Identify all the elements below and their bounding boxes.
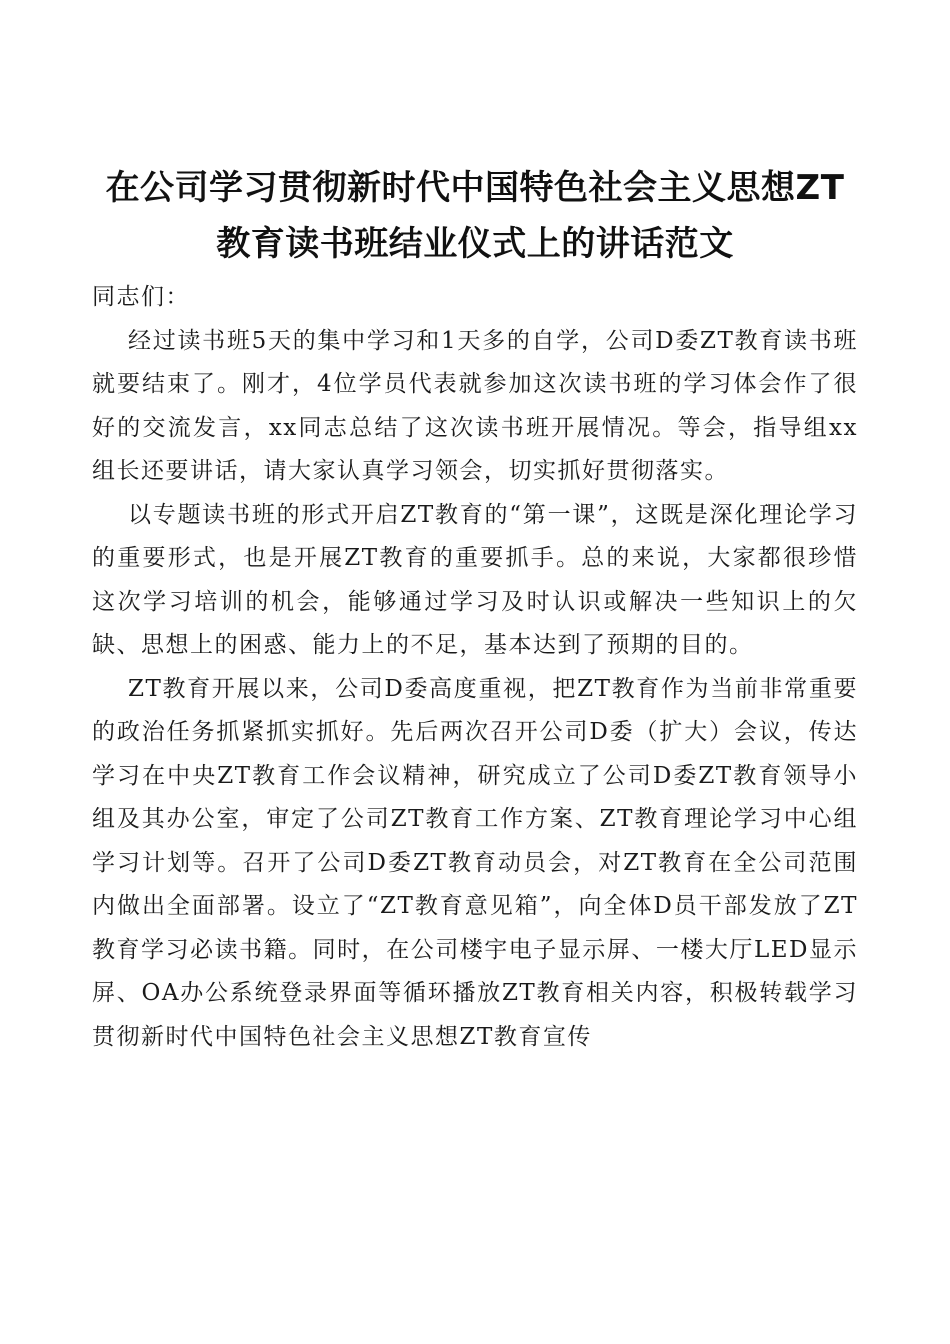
- document-body: [92, 276, 858, 1059]
- salutation: 同志们：: [92, 284, 190, 310]
- paragraph-1: 经过读书班5天的集中学习和1天多的自学，公司D委ZT教育读书班就要结束了。刚才，4位学员代表就参加这次读书班的学习体会作了很好的交流发言，xx同志总结了这次读书班开展情况。等会，指导组xx组长还要讲话，请大家认真学习领会，切实抓好贯彻落实。: [92, 327, 858, 484]
- document-title: 在公司学习贯彻新时代中国特色社会主义思想ZT教育读书班结业仪式上的讲话范文: [105, 168, 845, 264]
- paragraph-3: ZT教育开展以来，公司D委高度重视，把ZT教育作为当前非常重要的政治任务抓紧抓实抓好。先后两次召开公司D委（扩大）会议，传达学习在中央ZT教育工作会议精神，研究成立了公司D委ZT教育领导小组及其办公室，审定了公司ZT教育工作方案、ZT教育理论学习中心组学习计划等。召开了公司D委ZT教育动员会，对ZT教育在全公司范围内做出全面部署。设立了“ZT教育意见箱”，向全体D员干部发放了ZT教育学习必读书籍。同时，在公司楼宇电子显示屏、一楼大厅LED显示屏、OA办公系统登录界面等循环播放ZT教育相关内容，积极转载学习贯彻新时代中国特色社会主义思想ZT教育宣传: [92, 675, 858, 1050]
- paragraph-2: 以专题读书班的形式开启ZT教育的“第一课”，这既是深化理论学习的重要形式，也是开展ZT教育的重要抓手。总的来说，大家都很珍惜这次学习培训的机会，能够通过学习及时认识或解决一些知识上的欠缺、思想上的困惑、能力上的不足，基本达到了预期的目的。: [92, 501, 858, 658]
